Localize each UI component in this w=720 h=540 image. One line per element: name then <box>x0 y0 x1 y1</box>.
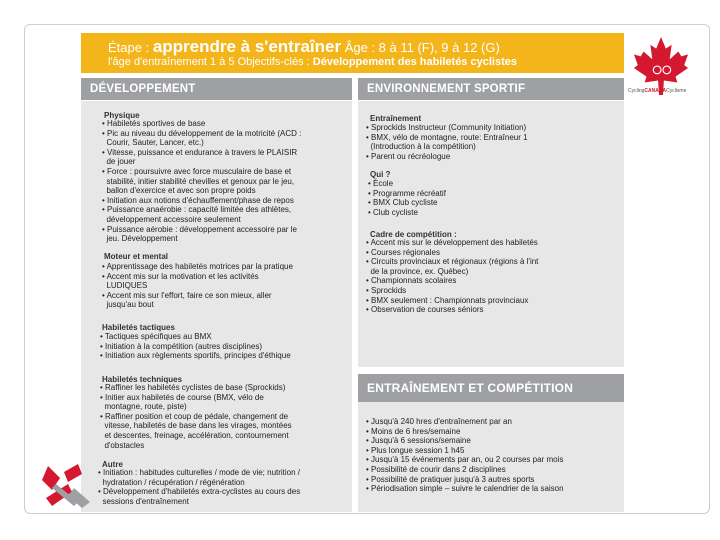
tactiques-list <box>100 332 291 361</box>
list-item: Courir, Sauter, Lancer, etc.) <box>102 138 204 148</box>
key-objective: Développement des habiletés cyclistes <box>312 56 517 68</box>
list-item: montagne, route, piste) <box>100 402 187 412</box>
qui-list <box>368 179 446 217</box>
list-item: • Vitesse, puissance et endurance à travers le PLAISIR <box>102 147 298 157</box>
list-item: jusqu'au bout <box>102 300 154 310</box>
environment-header: ENVIRONNEMENT SPORTIF <box>358 78 624 100</box>
list-item: • Sprockids Instructeur (Community Initiation) <box>366 123 527 132</box>
competition-list <box>366 417 564 494</box>
entrainement-title: Entraînement <box>370 114 422 123</box>
list-item: et descentes, freinage, accélération, contournement <box>100 430 289 440</box>
etape-title: apprendre à s'entraîner <box>152 37 342 56</box>
autre-title: Autre <box>102 460 123 469</box>
list-item: • BMX seulement : Championnats provinciaux <box>366 295 529 305</box>
list-item: • Jusqu'à 6 sessions/semaine <box>366 436 471 446</box>
list-item: • BMX Club cycliste <box>368 198 438 208</box>
techniques-title: Habiletés techniques <box>102 375 183 384</box>
qui-title: Qui ? <box>370 170 391 179</box>
list-item: vitesse, habiletés de base dans les virages, montées <box>100 421 292 431</box>
list-item: • Initiation : habitudes culturelles / mode de vie; nutrition / <box>98 468 301 477</box>
list-item: • Possibilité de pratiquer jusqu'à 3 autres sports <box>366 474 535 484</box>
cadre-title: Cadre de compétition : <box>370 230 457 239</box>
list-item: développement accessoire seulement <box>102 214 241 224</box>
list-item: • Initier aux habiletés de course (BMX, vélo de <box>100 392 264 402</box>
list-item: • Habiletés sportives de base <box>102 119 206 128</box>
list-item: • Accent mis sur l'effort, faire ce son mieux, aller <box>102 290 272 300</box>
list-item: • Puissance aérobie : développement accessoire par le <box>102 224 297 234</box>
moteur-list <box>102 262 293 310</box>
list-item: • Accent mis sur le développement des habiletés <box>366 238 538 247</box>
list-item: • Club cycliste <box>368 207 418 217</box>
autre-list <box>98 468 300 506</box>
list-item: sessions d'entraînement <box>98 496 189 506</box>
list-item: • Possibilité de courir dans 2 disciplines <box>366 464 506 474</box>
list-item: • Accent mis sur la motivation et les activités <box>102 271 259 281</box>
training-competition-header: ENTRAÎNEMENT ET COMPÉTITION <box>358 374 624 402</box>
moteur-title: Moteur et mental <box>104 252 169 261</box>
list-item: • Force : poursuivre avec force musculaire de base et <box>102 166 292 176</box>
banner-subtitle-line <box>108 56 517 68</box>
list-item: d'obstacles <box>100 440 145 450</box>
list-item: • Parent ou récréologue <box>366 151 451 161</box>
list-item: de jouer <box>102 157 136 167</box>
list-item: • Observation de courses séniors <box>366 305 484 315</box>
list-item: • Circuits provinciaux et régionaux (régions à l'int <box>366 257 539 267</box>
list-item: • Pic au niveau du développement de la motricité (ACD : <box>102 128 302 138</box>
list-item: • Initiation à la compétition (autres disciplines) <box>100 341 262 351</box>
brand-wordmark: CyclingCANADACyclisme <box>628 88 687 94</box>
list-item: • Plus longue session 1 h45 <box>366 445 465 455</box>
list-item: • Championnats scolaires <box>366 276 457 286</box>
list-item: • Programme récréatif <box>368 188 446 198</box>
athlete-logo-icon <box>38 462 98 510</box>
entrainement-list <box>366 123 528 161</box>
list-item: • Périodisation simple – suivre le calendrier de la saison <box>366 484 564 494</box>
list-item: hydratation / récupération / régénération <box>98 477 245 487</box>
list-item: LUDIQUES <box>102 281 148 291</box>
list-item: • Raffiner les habiletés cyclistes de base (Sprockids) <box>100 383 286 392</box>
list-item: • Apprentissage des habiletés motrices par la pratique <box>102 262 293 271</box>
banner-title-line <box>108 37 500 57</box>
list-item: • Initiation aux règlements sportifs, principes d'éthique <box>100 351 291 361</box>
list-item: • Courses régionales <box>366 247 440 257</box>
development-header: DÉVELOPPEMENT <box>81 78 352 100</box>
stage-banner <box>81 33 624 73</box>
list-item: jeu. Développement <box>102 234 178 244</box>
list-item: • École <box>368 179 394 188</box>
list-item: • Initiation aux notions d'échauffement/phase de repos <box>102 195 294 205</box>
list-item: de la province, ex. Québec) <box>366 266 469 276</box>
list-item: • Tactiques spécifiques au BMX <box>100 332 212 341</box>
list-item: • Raffiner position et coup de pédale, changement de <box>100 411 289 421</box>
tactiques-title: Habiletés tactiques <box>102 323 175 332</box>
list-item: ballon d'exercice et avec son propre poids <box>102 186 256 196</box>
list-item: • Moins de 6 hres/semaine <box>366 426 461 436</box>
physique-title: Physique <box>104 111 140 120</box>
list-item: • Sprockids <box>366 285 407 295</box>
etape-label: Étape : <box>108 40 153 55</box>
techniques-list <box>100 383 292 450</box>
list-item: • Jusqu'à 15 événements par an, ou 2 courses par mois <box>366 455 564 465</box>
list-item: (Introduction à la compétition) <box>366 142 476 152</box>
cadre-list <box>366 238 538 315</box>
list-item: • Développement d'habiletés extra-cyclistes au cours des <box>98 487 301 497</box>
training-age-label: l'âge d'entraînement 1 à 5 Objectifs-clés : <box>108 56 313 68</box>
list-item: • Puissance anaérobie : capacité limitée des athlètes, <box>102 205 292 215</box>
physique-list <box>102 119 301 244</box>
list-item: stabilité, initier stabilité chevilles et genoux par le jeu, <box>102 176 295 186</box>
age-range: Âge : 8 à 11 (F), 9 à 12 (G) <box>341 40 500 55</box>
list-item: • Jusqu'à 240 hres d'entraînement par an <box>366 417 512 426</box>
list-item: • BMX, vélo de montagne, route: Entraîneur 1 <box>366 132 528 142</box>
